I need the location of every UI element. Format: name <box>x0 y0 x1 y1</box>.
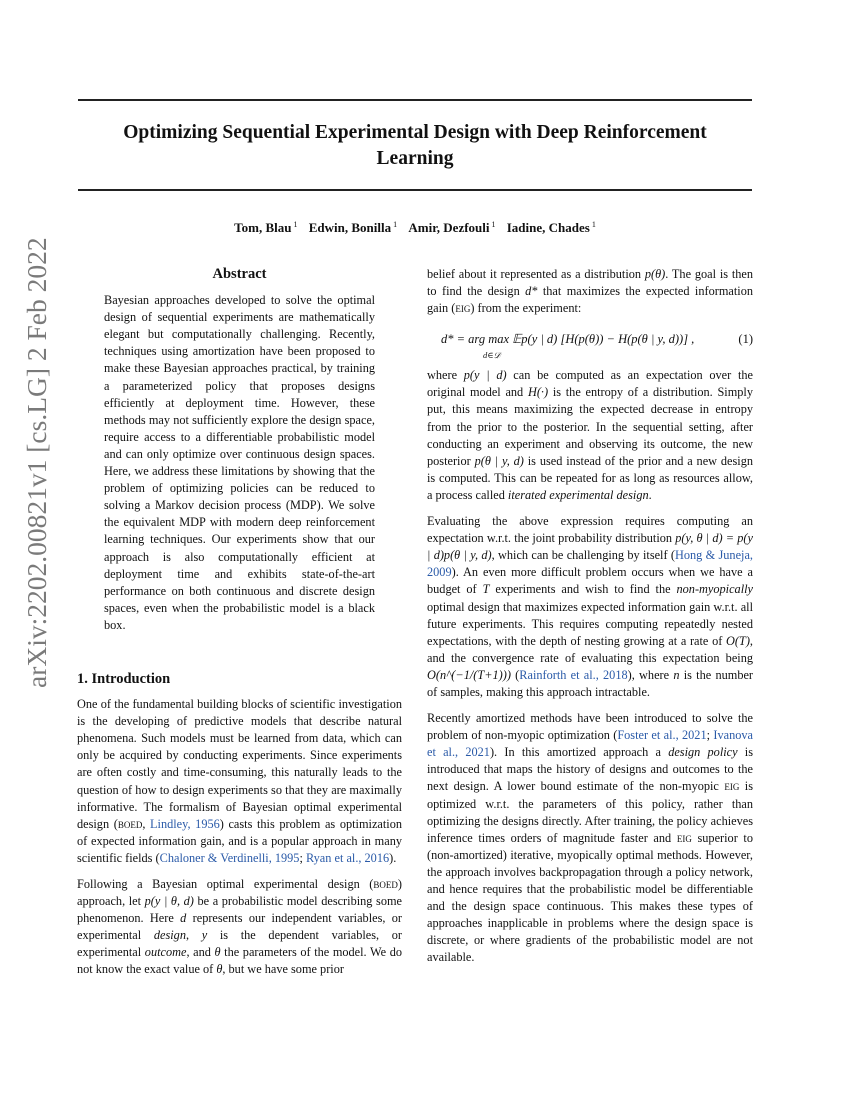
equation-number: (1) <box>738 332 753 347</box>
right-column <box>427 266 753 975</box>
left-column <box>77 266 402 988</box>
abstract-heading: Abstract <box>212 266 267 282</box>
body-paragraph: Evaluating the above expression requires computing an expectation w.r.t. the joint probability distribution p(y, θ | d) = p(y | d)p(θ | y, d), which can be challenging by itself (Hong & Juneja, 2009). An even more difficult problem occurs when we have a budget of T experiments and wish to find the non-myopically optimal design that maximizes expected information gain w.r.t. all future experiments. This requires computing repeatedly nested expectations, with the depth of nesting growing at a rate of O(T), and the convergence rate of evaluating this expectation being O(n^(−1/(T+1))) (Rainforth et al., 2018), where n is the number of samples, making this approach intractable. <box>427 514 754 699</box>
abstract-text: Bayesian approaches developed to solve the optimal design of sequential experiments are mathematically elegant but computationally challenging. Recently, techniques using amortization have been proposed to make these Bayesian approaches practical, by training a parameterized policy that proposes designs efficiently at deployment time. However, these methods may not sufficiently explore the design space, require access to a differentiable probabilistic model and can only optimize over continuous design spaces. Here, we address these limitations by showing that the problem of optimizing policies can be reduced to solving a Markov decision process (MDP). We solve the equivalent MDP with modern deep reinforcement learning techniques. Our experiments show that our approach is also computationally efficient at deployment time and exhibits state-of-the-art performance on both continuous and discrete design spaces, even when the probabilistic model is a black box. <box>104 293 375 632</box>
equation-1 <box>427 327 753 363</box>
body-paragraph: belief about it represented as a distribution p(θ). The goal is then to find the design d* that maximizes the expected information gain (eig) from the experiment: <box>427 267 754 316</box>
equation-body: d* = arg max 𝔼p(y | d) [H(p(θ)) − H(p(θ | y, d))] , <box>441 332 695 347</box>
author: Tom, Blau $^1$ <box>234 220 298 236</box>
arxiv-identifier-stamp: arXiv:2202.00821v1 [cs.LG] 2 Feb 2022 <box>21 237 52 688</box>
citation-link[interactable]: Rainforth et al., 2018 <box>519 667 628 682</box>
intro-paragraph: One of the fundamental building blocks of scientific investigation is the developing of predictive models that describe natural phenomena. Such models must be learned from data, which can only be acquired by conducting experiments. Since experiments are often costly and time-consuming, this naturally leads to the question of how to design experiments so that they are maximally informative. The formalism of Bayesian optimal experimental design (boed, Lindley, 1956) casts this problem as optimization of expected information gain, and is a popular approach in many scientific fields (Chaloner & Verdinelli, 1995; Ryan et al., 2016). <box>77 697 402 865</box>
equation-subscript: d∈𝒟 <box>483 350 501 361</box>
body-paragraph: Recently amortized methods have been introduced to solve the problem of non-myopic optimization (Foster et al., 2021; Ivanova et al., 2021). In this amortized approach a design policy is introduced that maps the history of designs and outcomes to the next design. A lower bound estimate of the non-myopic eig is optimized w.r.t. the parameters of this policy, rather than optimizing the designs directly. After training, the policy achieves inference times orders of magnitude faster and eig superior to (non-amortized) iterative, myopically optimal methods. However, the approach involves backpropagation through a policy network, and hence requires that the probabilistic model be differentiable and the design space continuous. This makes these types of approaches inapplicable in problems where the design space is discrete, or where gradients of the probabilistic model are not available. <box>427 711 754 965</box>
header-top-rule <box>78 99 752 101</box>
citation-link[interactable]: Ryan et al., 2016 <box>305 850 390 865</box>
citation-link[interactable]: Foster et al., 2021 <box>617 728 707 743</box>
author: Amir, Dezfouli $^1$ <box>408 220 496 236</box>
header-bottom-rule <box>78 189 752 191</box>
author: Edwin, Bonilla $^1$ <box>308 220 398 236</box>
citation-link[interactable]: Chaloner & Verdinelli, 1995 <box>159 850 300 865</box>
citation-link[interactable]: Lindley, 1956 <box>150 816 220 831</box>
author-list <box>78 220 752 236</box>
citation-link[interactable]: Hong & Juneja, 2009 <box>427 548 753 580</box>
introduction-heading: 1. Introduction <box>77 670 171 687</box>
intro-paragraph: Following a Bayesian optimal experimental design (boed) approach, let p(y | θ, d) be a probabilistic model describing some phenomenon. Here d represents our independent variables, or experimental design, y is the dependent variables, or experimental outcome, and θ the parameters of the model. We do not know the exact value of θ, but we have some prior <box>77 877 402 977</box>
paper-title: Optimizing Sequential Experimental Design with Deep Reinforcement Learning <box>123 122 707 169</box>
body-paragraph: where p(y | d) can be computed as an expectation over the original model and H(·) is the entropy of a distribution. Simply put, this means maximizing the expected decrease in entropy from the prior to the posterior. In the sequential setting, after conducting an experiment and observing its outcome, the new posterior p(θ | y, d) is used instead of the prior and a new design is computed. This can be repeated for as long as resources allow, a process called iterated experimental design. <box>427 368 753 502</box>
author: Iadine, Chades $^1$ <box>506 220 596 236</box>
citation-link[interactable]: Ivanova et al., 2021 <box>427 728 753 760</box>
